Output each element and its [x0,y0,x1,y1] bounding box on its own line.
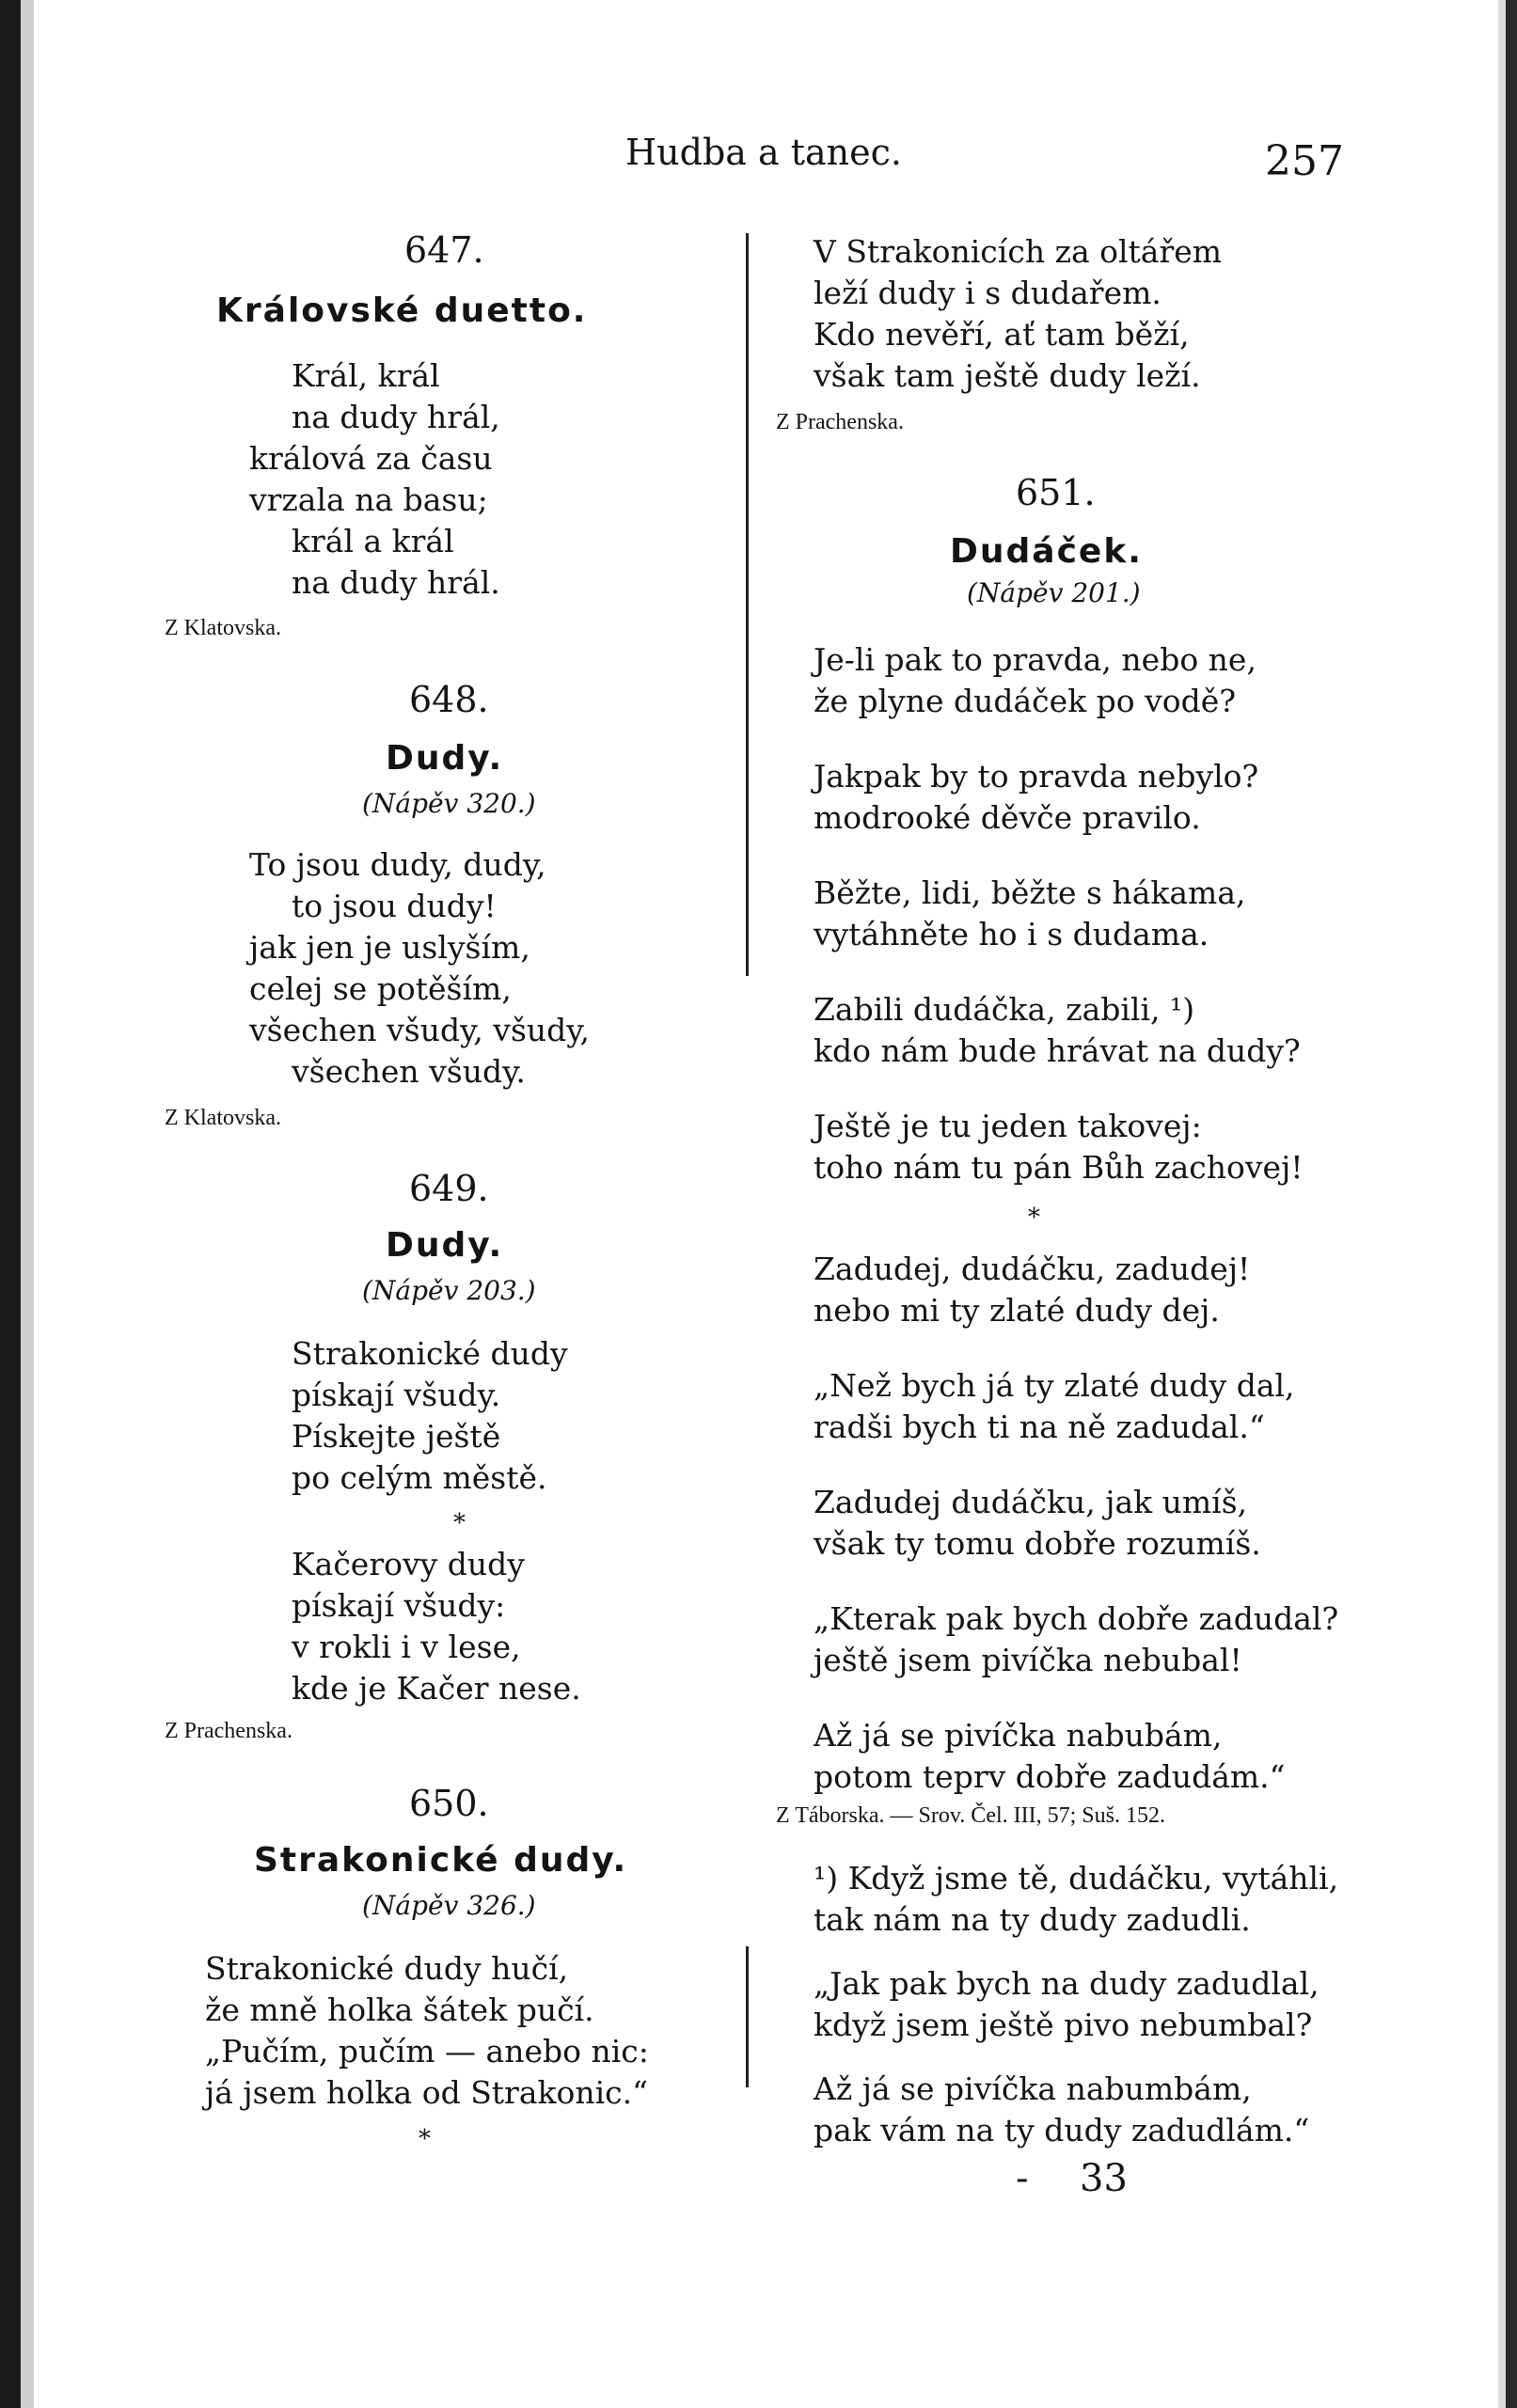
verse-line: kdo nám bude hrávat na dudy? [814,1032,1301,1069]
tune-reference: (Nápěv 326.) [362,1890,536,1921]
verse-line: Král, král [292,357,440,394]
column-divider-top [746,233,749,976]
verse-line: však ty tomu dobře rozumíš. [814,1525,1261,1562]
source-note: Z Klatovska. [165,1106,281,1130]
column-divider-bottom [746,1946,749,2087]
verse-line: modrooké děvče pravilo. [814,799,1201,836]
song-title-648: Dudy. [386,739,504,778]
verse-line: Ještě je tu jeden takovej: [814,1108,1202,1144]
verse-line: jak jen je uslyším, [249,929,530,966]
source-note: Z Prachenska. [165,1719,292,1743]
verse-line: Až já se pivíčka nabubám, [814,1717,1223,1754]
scan-edge-right-margin [1498,0,1506,2408]
stanza-separator: * [1028,1204,1040,1232]
verse-line: všechen všudy. [292,1053,526,1090]
verse-line: Zadudej dudáčku, jak umíš, [814,1484,1248,1520]
song-title-651: Dudáček. [950,532,1143,571]
scan-edge-left [0,0,21,2408]
song-number-648: 648. [409,679,489,720]
verse-line: leží dudy i s dudařem. [814,275,1161,311]
verse-line: celej se potěším, [249,970,512,1007]
verse-line: Pískejte ještě [292,1418,501,1455]
footnote-line: ¹) Když jsme tě, dudáčku, vytáhli, [814,1860,1339,1896]
verse-line: však tam ještě dudy leží. [814,357,1201,394]
signature-mark: 33 [1080,2157,1128,2200]
verse-line: radši bych ti na ně zadudal.“ [814,1409,1265,1445]
verse-line: vrzala na basu; [249,481,488,518]
verse-line: Kdo nevěří, ať tam běží, [814,316,1190,353]
song-number-650: 650. [409,1783,489,1824]
verse-line: Zabili dudáčka, zabili, ¹) [814,991,1195,1028]
song-number-647: 647. [404,229,484,271]
tune-reference: (Nápěv 320.) [362,788,536,819]
verse-line: král a král [292,523,454,559]
song-title-650: Strakonické dudy. [254,1841,628,1880]
verse-line: na dudy hrál. [292,564,500,601]
verse-line: vytáhněte ho i s dudama. [814,916,1209,952]
running-title: Hudba a tanec. [625,132,902,173]
verse-line: pískají všudy: [292,1587,506,1624]
verse-line: potom teprv dobře zadudám.“ [814,1758,1286,1795]
verse-line: že mně holka šátek pučí. [205,1991,594,2028]
song-title-647: Královské duetto. [216,291,588,330]
verse-line: já jsem holka od Strakonic.“ [205,2074,649,2111]
verse-line: Jakpak by to pravda nebylo? [814,758,1259,795]
tune-reference: (Nápěv 201.) [967,577,1141,608]
stanza-separator: * [453,1509,466,1537]
verse-line: na dudy hrál, [292,399,500,435]
verse-line: Běžte, lidi, běžte s hákama, [814,874,1246,911]
verse-line: To jsou dudy, dudy, [249,846,546,883]
verse-line: toho nám tu pán Bůh zachovej! [814,1149,1304,1186]
tune-reference: (Nápěv 203.) [362,1275,536,1306]
scan-edge-left-margin [21,0,34,2408]
verse-line: všechen všudy, všudy, [249,1012,591,1048]
source-note: Z Táborska. — Srov. Čel. III, 57; Suš. 152. [776,1803,1165,1828]
verse-line: „Pučím, pučím — anebo nic: [205,2033,649,2070]
verse-line: Zadudej, dudáčku, zadudej! [814,1251,1251,1287]
page-number: 257 [1265,137,1344,185]
source-note: Z Klatovska. [165,616,281,640]
verse-line: kde je Kačer nese. [292,1670,581,1707]
verse-line: „Kterak pak bych dobře zadudal? [814,1600,1339,1637]
verse-line: pískají všudy. [292,1377,501,1413]
footnote-line: když jsem ještě pivo nebumbal? [814,2007,1313,2043]
verse-line: Strakonické dudy hučí, [205,1950,569,1987]
verse-line: králová za času [249,440,493,477]
verse-line: nebo mi ty zlaté dudy dej. [814,1292,1220,1329]
song-number-649: 649. [409,1168,489,1209]
verse-line: že plyne dudáček po vodě? [814,683,1237,719]
verse-line: V Strakonicích za oltářem [814,233,1223,270]
verse-line: to jsou dudy! [292,888,497,924]
footnote-line: „Jak pak bych na dudy zadudlal, [814,1965,1319,2002]
verse-line: Strakonické dudy [292,1335,568,1372]
scan-edge-right [1506,0,1517,2408]
verse-line: ještě jsem pivíčka nebubal! [814,1642,1242,1678]
verse-line: v rokli i v lese, [292,1629,521,1665]
footnote-line: Až já se pivíčka nabumbám, [814,2070,1252,2107]
footnote-line: pak vám na ty dudy zadudlám.“ [814,2112,1310,2148]
stanza-separator: * [419,2125,431,2153]
signature-dash: - [1016,2157,1029,2200]
verse-line: „Než bych já ty zlaté dudy dal, [814,1367,1295,1404]
verse-line: Je-li pak to pravda, nebo ne, [814,641,1256,678]
song-title-649: Dudy. [386,1226,504,1265]
verse-line: po celým městě. [292,1459,547,1496]
song-number-651: 651. [1016,472,1096,513]
source-note: Z Prachenska. [776,410,904,434]
verse-line: Kačerovy dudy [292,1546,525,1582]
footnote-line: tak nám na ty dudy zadudli. [814,1901,1251,1938]
